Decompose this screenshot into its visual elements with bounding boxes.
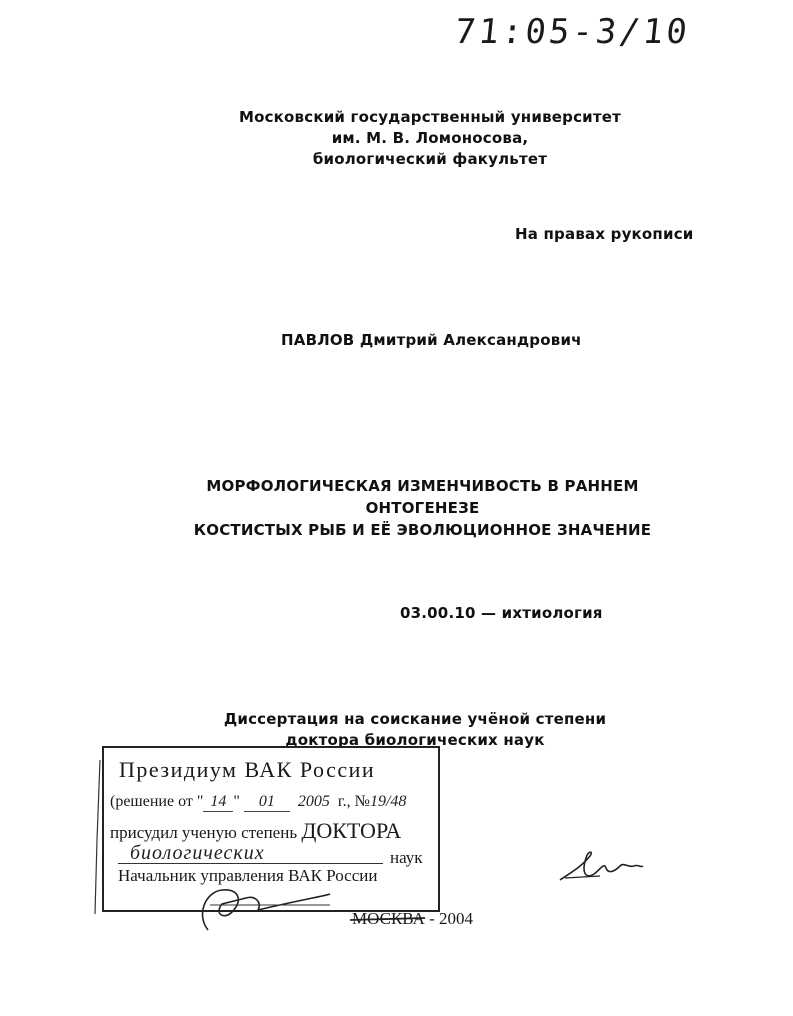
decision-month: 01	[244, 793, 290, 812]
institution-line-3: биологический факультет	[312, 150, 548, 168]
institution-line-1: Московский государственный университет	[238, 108, 622, 126]
stamp-head-line: Начальник управления ВАК России	[118, 866, 378, 885]
stamp-signature	[203, 890, 330, 930]
number-prefix: г., №	[337, 793, 370, 810]
specialty: 03.00.10 — ихтиология	[400, 604, 603, 622]
degree-level: ДОКТОРА	[301, 818, 402, 843]
awarded-text: присудил ученую степень	[110, 823, 298, 842]
stamp-left-edge	[95, 760, 100, 914]
city-strike	[350, 918, 425, 920]
decision-prefix: (решение от	[110, 793, 193, 810]
institution-line-2: им. М. В. Ломоносова,	[331, 129, 529, 147]
sciences-label: наук	[390, 848, 423, 867]
city-year: МОСКВА - 2004	[352, 909, 473, 928]
decision-number: 19/48	[369, 793, 407, 810]
stamp-decision-line: (решение от " 14 " 01 2005 г., №19/48	[110, 793, 407, 810]
right-signature-tick	[565, 876, 600, 878]
archive-number: 71:05-3/10	[452, 12, 692, 52]
decision-day: 14	[203, 793, 233, 812]
title-line-1: МОРФОЛОГИЧЕСКАЯ ИЗМЕНЧИВОСТЬ В РАННЕМ ОНТОГЕНЕЗЕ	[206, 477, 639, 517]
decision-year: 2005	[297, 793, 330, 810]
title-line-2: КОСТИСТЫХ РЫБ И ЕЁ ЭВОЛЮЦИОННОЕ ЗНАЧЕНИЕ	[193, 521, 652, 539]
manuscript-rights: На правах рукописи	[515, 225, 694, 243]
degree-line-1: Диссертация на соискание учёной степени	[223, 710, 607, 728]
stamp-header: Президиум ВАК России	[119, 757, 376, 782]
right-signature	[560, 852, 643, 880]
field-handwritten: биологических	[130, 842, 265, 864]
author-name: ПАВЛОВ Дмитрий Александрович	[281, 331, 582, 349]
degree-line-2: доктора биологических наук	[285, 731, 545, 749]
